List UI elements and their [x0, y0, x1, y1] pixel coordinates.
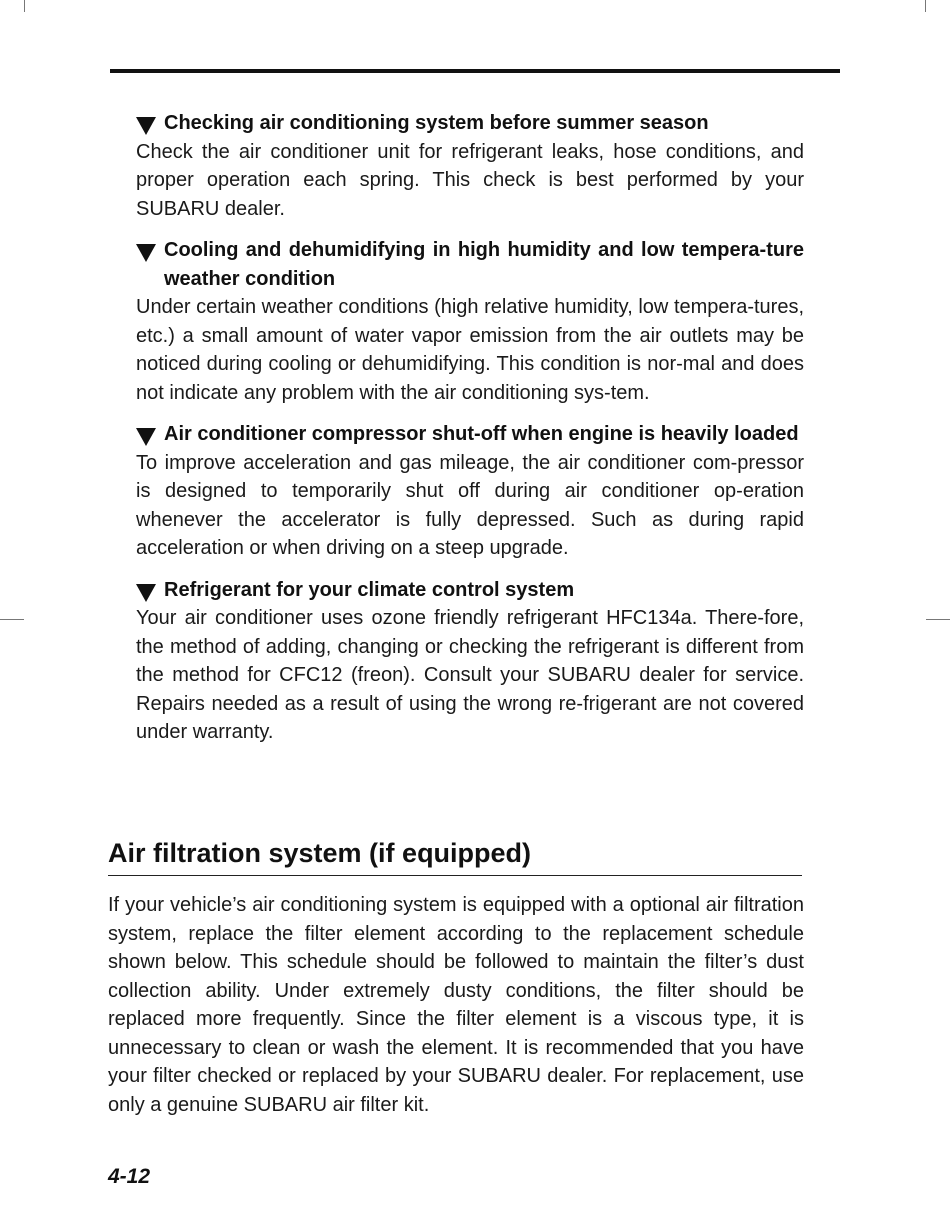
section-body: Check the air conditioner unit for refrigerant leaks, hose conditions, and proper operation each spring. This check is best performed by your SUBARU dealer.	[136, 140, 804, 220]
section-refrigerant	[136, 576, 804, 747]
section-body: Your air conditioner uses ozone friendly refrigerant HFC134a. There-fore, the method of adding, changing or checking the refrigerant is different from the method for CFC12 (freon). Consult your SUBARU dealer for service. Repairs needed as a result of using the wrong re-frigerant are not covered under warranty.	[136, 607, 804, 743]
section-heading-text: Cooling and dehumidifying in high humidity and low tempera-ture weather condition	[164, 239, 804, 290]
section-heading-text: Refrigerant for your climate control system	[164, 578, 575, 601]
triangle-down-icon	[136, 428, 156, 446]
section-summer-check	[136, 109, 804, 223]
air-filtration-heading: Air filtration system (if equipped)	[108, 835, 802, 876]
section-heading	[136, 236, 804, 293]
ac-tips-content	[136, 109, 804, 760]
crop-mark	[24, 0, 25, 12]
top-rule	[110, 69, 840, 73]
section-heading-text: Checking air conditioning system before summer season	[164, 112, 709, 134]
section-heading	[136, 576, 804, 605]
page-number: 4-12	[108, 1165, 151, 1188]
section-body: To improve acceleration and gas mileage, the air conditioner com-pressor is designed to temporarily shut off during air conditioner op-eration whenever the accelerator is fully depressed. Such as during rapid acceleration or when driving on a steep upgrade.	[136, 451, 804, 559]
section-heading	[136, 109, 804, 138]
section-compressor-shutoff	[136, 420, 804, 563]
margin-mark	[926, 619, 950, 620]
triangle-down-icon	[136, 244, 156, 262]
air-filtration-body: If your vehicle’s air conditioning system is equipped with a optional air filtration system, replace the filter element according to the replacement schedule shown below. This schedule should be followed to maintain the filter’s dust collection ability. Under extremely dusty conditions, the filter should be replaced more frequently. Since the filter element is a viscous type, it is unnecessary to clean or wash the element. It is recommended that you have your filter checked or replaced by your SUBARU dealer. For replacement, use only a genuine SUBARU air filter kit.	[108, 894, 804, 1116]
section-body: Under certain weather conditions (high relative humidity, low tempera-tures, etc.) a small amount of water vapor emission from the air outlets may be noticed during cooling or dehumidifying. This condition is nor-mal and does not indicate any problem with the air conditioning sys-tem.	[136, 296, 804, 404]
triangle-down-icon	[136, 117, 156, 135]
air-filtration-heading-block	[108, 835, 802, 876]
margin-mark	[0, 619, 24, 620]
section-heading-text: Air conditioner compressor shut-off when engine is heavily loaded	[164, 423, 799, 445]
section-high-humidity	[136, 236, 804, 407]
triangle-down-icon	[136, 584, 156, 602]
crop-mark	[925, 0, 926, 12]
section-heading	[136, 420, 804, 449]
